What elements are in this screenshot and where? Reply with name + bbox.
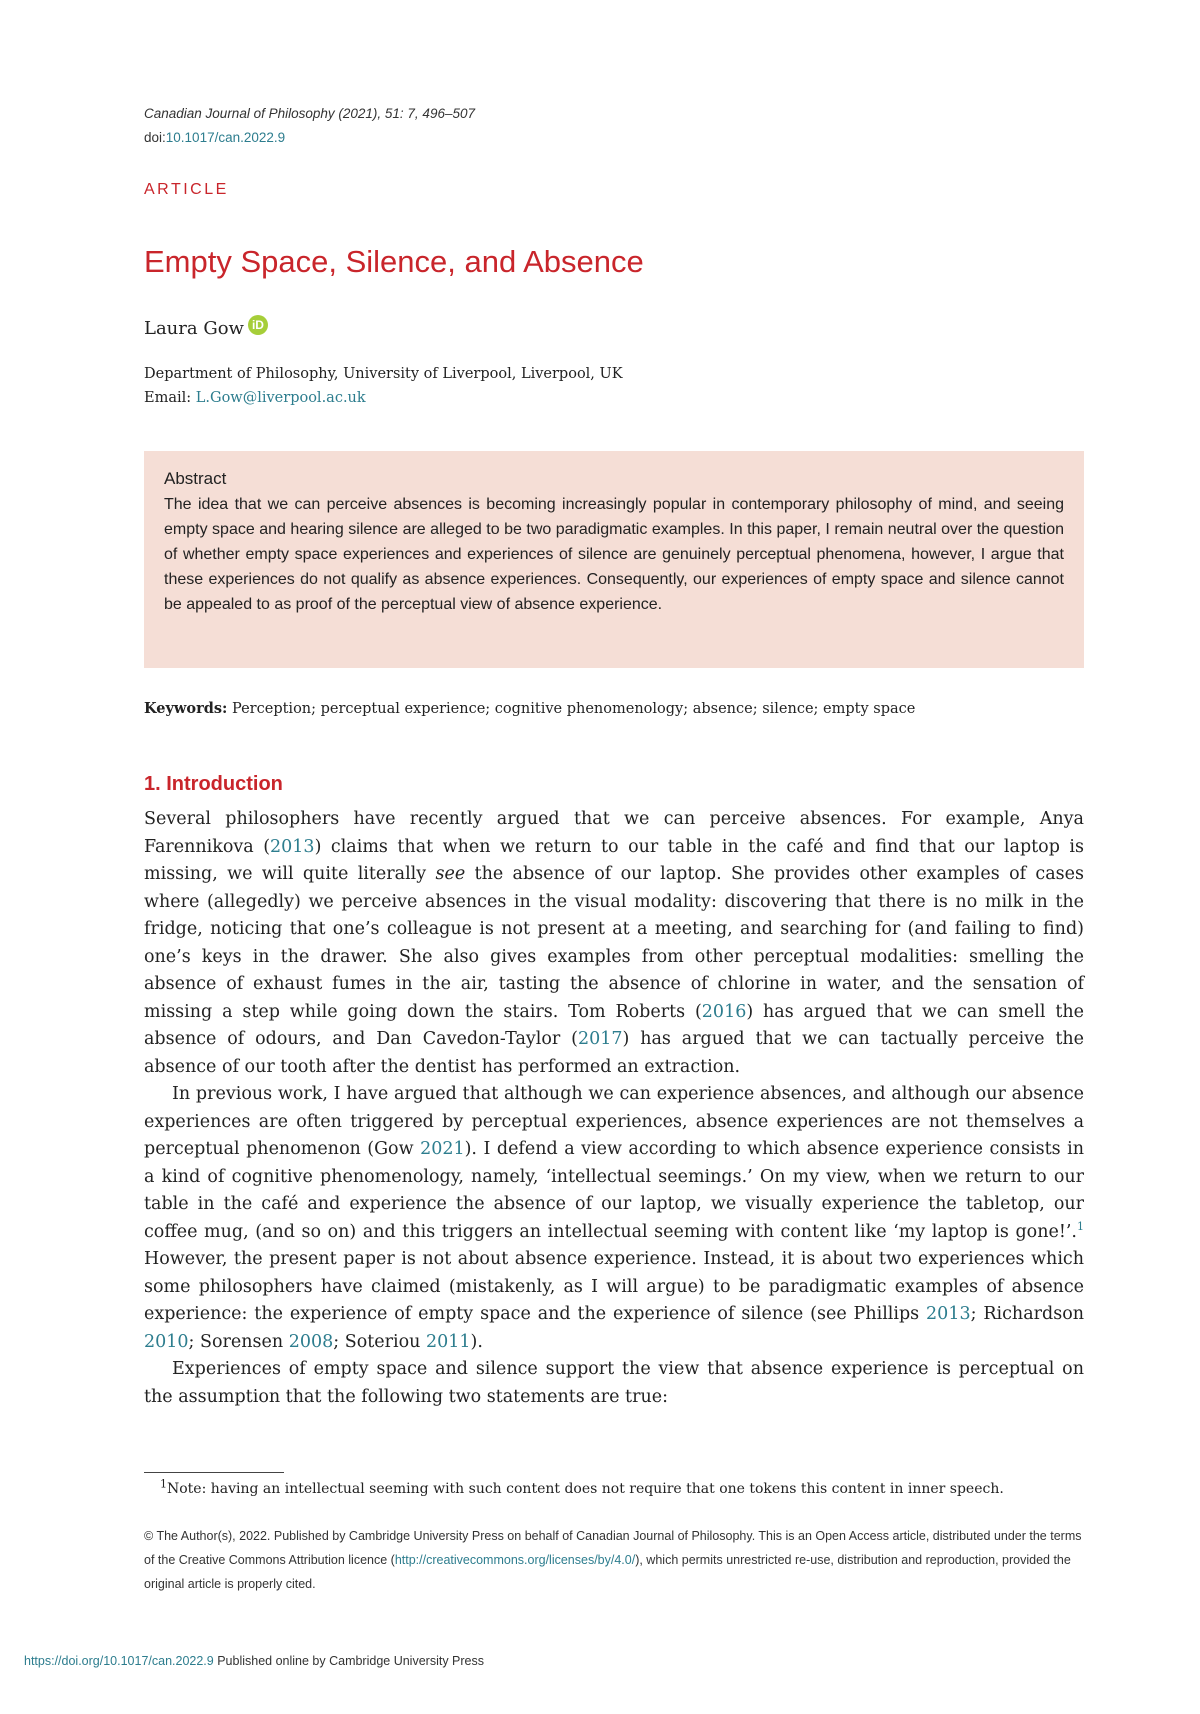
doi-link[interactable]: 10.1017/can.2022.9: [165, 130, 286, 145]
citation-link[interactable]: 2017: [577, 1029, 623, 1049]
orcid-icon[interactable]: iD: [248, 315, 268, 335]
text-run: However, the present paper is not about absence experience. Instead, it is about two experiences which some philosophers have claimed (mistakenly, as I will argue) to be paradigmatic examples of absence experience: the experience of empty space and the experience of silence (see Phillips: [144, 1249, 1084, 1324]
section-heading-introduction: 1. Introduction: [144, 773, 283, 795]
text-run: Several philosophers have recently argued that we can perceive absences. For example, Anya Farennikova (: [144, 809, 1084, 857]
abstract-box: [144, 451, 1084, 668]
text-run: ) has argued that we can tactually perceive the absence of our tooth after the dentist has performed an extraction.: [144, 1029, 1084, 1077]
text-run: ; Soteriou: [333, 1331, 426, 1352]
abstract-heading: Abstract: [164, 469, 227, 488]
text-run: the absence of our laptop. She provides other examples of cases where (allegedly) we perceive absences in the visual modality: discovering that there is no milk in the fridge, noticing that one’s colleague is not present at a meeting, and searching for (and failing to find) one’s keys in the drawer. She also gives examples from other perceptual modalities: smelling the absence of exhaust fumes in the air, tasting the absence of chlorine in water, and the sensation of missing a step while going down the stairs. Tom Roberts (: [144, 864, 1084, 1022]
body-text: [144, 806, 1084, 1411]
footer-doi-link[interactable]: https://doi.org/10.1017/can.2022.9: [24, 1654, 214, 1668]
citation-link[interactable]: 2013: [270, 836, 315, 857]
keywords-text: Perception; perceptual experience; cognitive phenomenology; absence; silence; empty space: [227, 701, 916, 717]
text-run: ; Sorensen: [188, 1331, 289, 1352]
citation-link[interactable]: 2021: [420, 1139, 465, 1159]
keywords-label: Keywords:: [144, 700, 228, 717]
footnote-marker[interactable]: 1: [1077, 1219, 1084, 1233]
citation-link[interactable]: 2016: [701, 1001, 747, 1022]
footnote-divider: [144, 1472, 284, 1473]
license-statement: [144, 1524, 1084, 1596]
page-footer: [24, 1654, 484, 1668]
article-type-label: ARTICLE: [144, 181, 229, 198]
doi-prefix: doi:: [144, 130, 166, 145]
email-line: [144, 390, 366, 406]
keywords: [144, 700, 915, 717]
paragraph-3: Experiences of empty space and silence support the view that absence experience is perceptual on the assumption that the following two statements are true:: [144, 1359, 1084, 1407]
article-title: Empty Space, Silence, and Absence: [144, 244, 644, 279]
email-link[interactable]: L.Gow@liverpool.ac.uk: [195, 390, 366, 406]
paragraph-2: [144, 1081, 1084, 1356]
text-run: ). I defend a view according to which absence experience consists in a kind of cognitive phenomenology, namely, ‘intellectual seemings.’ On my view, when we return to our table in the café and experience the absence of our laptop, we visually experience the tabletop, our coffee mug, (and so on) and this triggers an intellectual seeming with content like ‘my laptop is gone!’.: [144, 1139, 1085, 1242]
text-run: © The Author(s), 2022. Published by Cambridge University Press on behalf of Canadian Journal of Philosophy. This is an Open Access article, distributed under the terms of the Creative Commons Attribution licence (: [144, 1529, 1082, 1567]
doi-line: [144, 130, 285, 145]
citation-link[interactable]: 2010: [144, 1331, 189, 1352]
paragraph-1: [144, 806, 1084, 1081]
affiliation: Department of Philosophy, University of Liverpool, Liverpool, UK: [144, 366, 623, 382]
text-run: ) has argued that we can smell the absence of odours, and Dan Cavedon-Taylor (: [144, 1001, 1084, 1049]
footnote-text: Note: having an intellectual seeming with such content does not require that one tokens this content in inner speech.: [167, 1481, 1004, 1497]
citation-link[interactable]: 2013: [926, 1304, 971, 1324]
abstract-text: The idea that we can perceive absences is becoming increasingly popular in contemporary philosophy of mind, and seeing empty space and hearing silence are alleged to be two paradigmatic examples. In this paper, I remain neutral over the question of whether empty space experiences and experiences of silence are genuinely perceptual phenomena, however, I argue that these experiences do not qualify as absence experiences. Consequently, our experiences of empty space and silence cannot be appealed to as proof of the perceptual view of absence experience.: [164, 496, 1064, 613]
text-run: ) claims that when we return to our table in the café and find that our laptop is missing, we will quite literally: [144, 836, 1084, 884]
citation-link[interactable]: 2011: [425, 1331, 471, 1352]
journal-citation: Canadian Journal of Philosophy (2021), 51: 7, 496–507: [144, 106, 475, 121]
text-run: ), which permits unrestricted re-use, distribution and reproduction, provided the original article is properly cited.: [144, 1553, 1071, 1591]
author-line: [144, 318, 268, 339]
emphasis: see: [435, 864, 466, 884]
text-run: ; Richardson: [970, 1304, 1084, 1324]
footnote-1: [160, 1477, 1004, 1497]
text-run: In previous work, I have argued that although we can experience absences, and although our absence experiences are often triggered by perceptual experiences, absence experiences are not themselves a perceptual phenomenon (Gow: [144, 1084, 1084, 1159]
text-run: ).: [470, 1331, 483, 1352]
footer-published: Published online by Cambridge University Press: [213, 1654, 484, 1668]
citation-link[interactable]: 2008: [288, 1331, 334, 1352]
author-name[interactable]: Laura Gow: [144, 318, 244, 339]
footnote-number: 1: [160, 1477, 167, 1491]
license-link[interactable]: http://creativecommons.org/licenses/by/4.0/: [394, 1553, 636, 1567]
email-label: Email:: [144, 390, 196, 406]
